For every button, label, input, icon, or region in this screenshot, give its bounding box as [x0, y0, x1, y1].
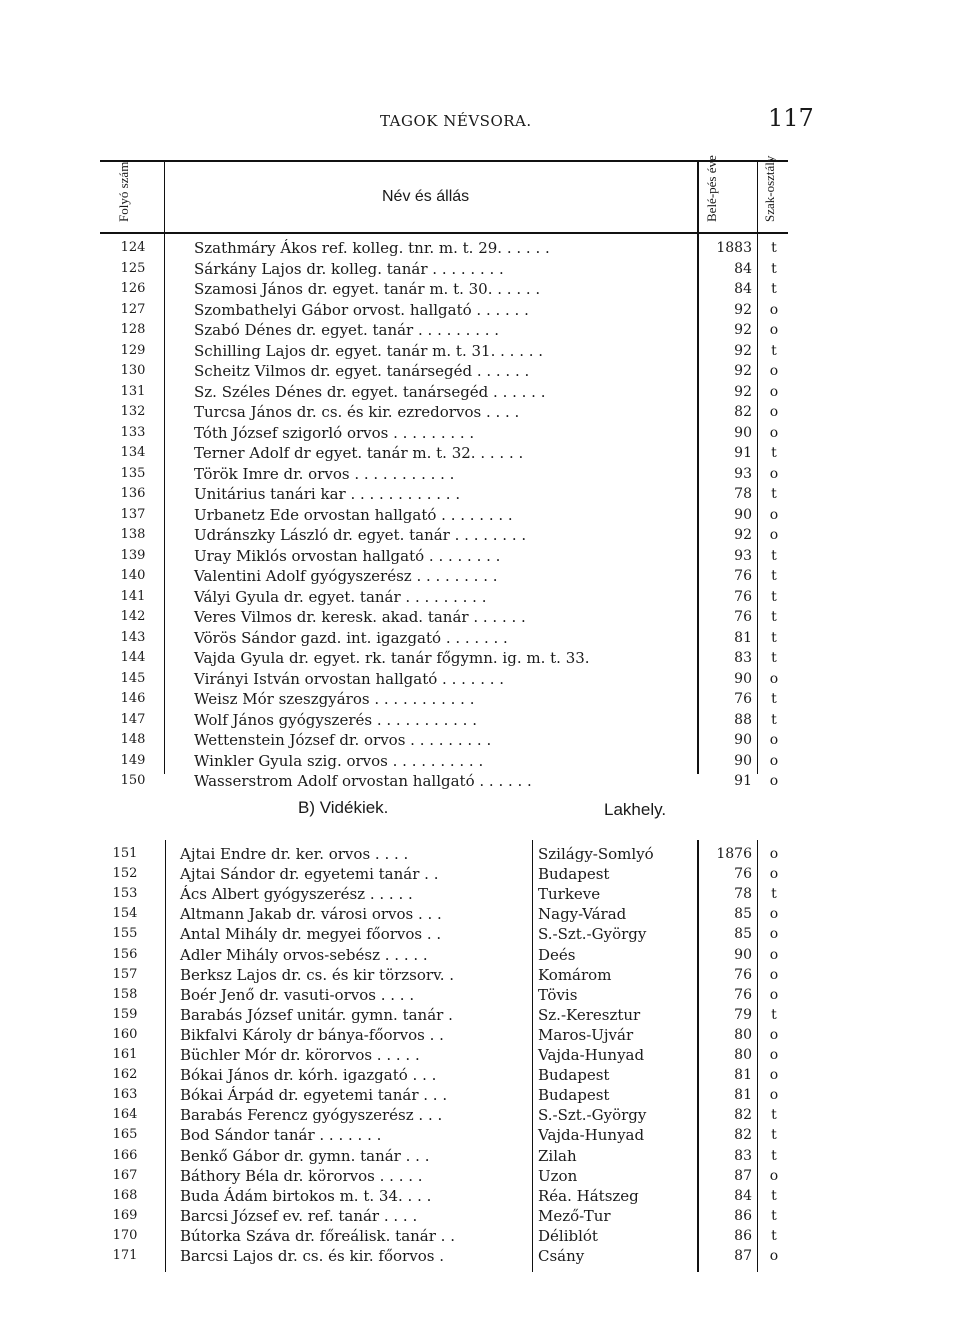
member-name: Schilling Lajos dr. egyet. tanár m. t. 31. . . . . .: [194, 341, 544, 360]
member-number: 131: [120, 383, 146, 399]
member-residence: Vajda-Hunyad: [538, 1126, 645, 1145]
entry-year: 91: [734, 445, 752, 461]
section-code: o: [769, 527, 779, 543]
member-number: 150: [120, 773, 146, 788]
entry-year: 92: [734, 322, 752, 338]
table-row: [0, 864, 960, 885]
section-code: t: [771, 1127, 777, 1144]
section-code: o: [769, 1067, 779, 1084]
entry-year: 83: [734, 1147, 752, 1164]
page-number: 117: [768, 104, 814, 132]
table-row: [0, 1246, 960, 1267]
table-row: [0, 546, 960, 567]
member-name: Szathmáry Ákos ref. kolleg. tnr. m. t. 29. . . . . .: [194, 239, 550, 257]
table-row: [0, 1125, 960, 1146]
table-row: [0, 730, 960, 751]
member-name: Barabás József unitár. gymn. tanár .: [180, 1005, 453, 1024]
table-row: [0, 1005, 960, 1026]
section-code: t: [771, 1227, 777, 1244]
entry-year: 92: [734, 342, 752, 359]
column-header-name: Név és állás: [382, 188, 470, 205]
member-number: 128: [120, 322, 146, 337]
member-number: 142: [120, 609, 146, 624]
member-residence: Mező-Tur: [538, 1206, 611, 1225]
member-name: Wasserstrom Adolf orvostan hallgató . . . . . .: [194, 772, 532, 790]
section-code: t: [771, 445, 777, 461]
table-row: [0, 985, 960, 1006]
member-number: 129: [120, 342, 146, 358]
member-residence: Komárom: [538, 965, 612, 984]
section-code: o: [769, 301, 779, 318]
member-number: 135: [120, 465, 146, 481]
table-row: [0, 566, 960, 587]
section-code: t: [771, 691, 777, 707]
section-code: o: [769, 732, 779, 748]
entry-year: 88: [734, 711, 752, 728]
member-residence: Deés: [538, 945, 576, 964]
entry-year: 92: [734, 363, 752, 379]
table-row: [0, 1206, 960, 1227]
entry-year: 86: [734, 1207, 752, 1224]
section-title: B) Vidékiek.: [298, 798, 389, 817]
table-row: [0, 607, 960, 628]
entry-year: 80: [734, 1047, 752, 1063]
member-number: 155: [112, 926, 138, 942]
member-name: Vörös Sándor gazd. int. igazgató . . . . . . .: [194, 628, 508, 647]
member-name: Benkő Gábor dr. gymn. tanár . . .: [180, 1146, 430, 1165]
entry-year: 80: [734, 1026, 752, 1043]
member-number: 130: [120, 363, 146, 378]
section-code: t: [771, 240, 777, 256]
entry-year: 76: [734, 986, 752, 1003]
section-code: o: [769, 363, 779, 379]
entry-year: 85: [734, 926, 752, 943]
member-number: 160: [112, 1026, 138, 1042]
section-code: o: [769, 1167, 779, 1184]
table-row: [0, 751, 960, 772]
section-code: t: [771, 711, 777, 728]
section-code: t: [771, 588, 777, 605]
table-row: [0, 279, 960, 300]
section-code: o: [769, 1248, 779, 1264]
member-residence: Réa. Hátszeg: [538, 1186, 639, 1205]
table-row: [0, 505, 960, 526]
member-number: 153: [112, 886, 138, 902]
entry-year: 76: [734, 568, 752, 584]
section-code: t: [771, 1107, 777, 1124]
table-row: [0, 904, 960, 925]
table-row: [0, 945, 960, 966]
member-number: 144: [120, 650, 146, 665]
table-top-rule: [100, 160, 788, 162]
entry-year: 90: [734, 752, 752, 769]
member-number: 149: [120, 752, 146, 768]
member-name: Winkler Gyula szig. orvos . . . . . . . . . .: [194, 751, 484, 770]
table-row: [0, 1146, 960, 1167]
table-row: [0, 669, 960, 690]
entry-year: 82: [734, 404, 752, 420]
member-name: Szamosi János dr. egyet. tanár m. t. 30. . . . . .: [194, 280, 541, 298]
section-code: t: [771, 886, 777, 903]
entry-year: 92: [734, 383, 752, 400]
member-name: Vályi Gyula dr. egyet. tanár . . . . . . . . .: [194, 587, 487, 606]
member-number: 134: [120, 445, 146, 460]
column-header-number: Folyó szám: [116, 161, 131, 222]
entry-year: 79: [734, 1006, 752, 1023]
section-code: t: [771, 650, 777, 666]
member-name: Weisz Mór szeszgyáros . . . . . . . . . . .: [194, 690, 475, 708]
member-number: 156: [112, 946, 138, 962]
member-residence: S.-Szt.-György: [538, 925, 647, 944]
member-number: 133: [120, 424, 146, 440]
table-row: [0, 1186, 960, 1207]
member-name: Adler Mihály orvos-sebész . . . . .: [180, 945, 428, 964]
entry-year: 93: [734, 547, 752, 564]
section-code: o: [769, 752, 779, 769]
member-name: Bikfalvi Károly dr bánya-főorvos . .: [180, 1025, 444, 1044]
table-row: [0, 628, 960, 649]
member-name: Wettenstein József dr. orvos . . . . . . . . .: [194, 731, 492, 749]
member-number: 164: [112, 1107, 138, 1123]
entry-year: 76: [734, 609, 752, 625]
table-row: [0, 965, 960, 986]
entry-year: 84: [734, 1187, 752, 1204]
entry-year: 87: [734, 1248, 752, 1264]
member-number: 132: [120, 404, 146, 419]
member-name: Sárkány Lajos dr. kolleg. tanár . . . . . . . .: [194, 259, 504, 278]
entry-year: 92: [734, 301, 752, 318]
section-code: t: [771, 1207, 777, 1224]
member-residence: Budapest: [538, 865, 610, 884]
table-row: [0, 771, 960, 792]
member-name: Tóth József szigorló orvos . . . . . . . . .: [194, 423, 475, 442]
member-number: 163: [112, 1087, 138, 1103]
section-code: o: [769, 966, 779, 983]
member-residence: Turkeve: [538, 885, 601, 904]
section-code: o: [769, 1087, 779, 1104]
section-code: t: [771, 629, 777, 646]
table-row: [0, 710, 960, 731]
member-name: Turcsa János dr. cs. és kir. ezredorvos . . . .: [194, 403, 520, 421]
entry-year: 90: [734, 732, 752, 748]
member-number: 161: [112, 1047, 138, 1062]
member-number: 162: [112, 1067, 138, 1083]
section-code: o: [769, 670, 779, 687]
member-number: 159: [112, 1006, 138, 1022]
entry-year: 93: [734, 465, 752, 482]
member-name: Szombathelyi Gábor orvost. hallgató . . . . . .: [194, 300, 529, 319]
section-code: o: [769, 322, 779, 338]
table-row: [0, 1025, 960, 1046]
member-name: Scheitz Vilmos dr. egyet. tanársegéd . . . . . .: [194, 362, 530, 380]
member-residence: Zilah: [538, 1146, 577, 1165]
entry-year: 81: [734, 1067, 752, 1084]
member-number: 151: [112, 846, 138, 861]
member-residence: Vajda-Hunyad: [538, 1046, 645, 1064]
entry-year: 81: [734, 1087, 752, 1104]
section-code: t: [771, 281, 777, 297]
member-residence: Sz.-Keresztur: [538, 1005, 641, 1024]
table-row: [0, 1065, 960, 1086]
member-name: Berksz Lajos dr. cs. és kir törzsorv. .: [180, 965, 455, 984]
member-residence: S.-Szt.-György: [538, 1106, 647, 1125]
table-row: [0, 525, 960, 546]
entry-year: 92: [734, 527, 752, 543]
member-name: Bod Sándor tanár . . . . . . .: [180, 1126, 382, 1145]
member-number: 171: [112, 1248, 138, 1263]
member-name: Barcsi József ev. ref. tanár . . . .: [180, 1206, 418, 1225]
section-code: o: [769, 773, 779, 789]
section-code: t: [771, 342, 777, 359]
member-number: 127: [120, 301, 146, 317]
member-name: Szabó Dénes dr. egyet. tanár . . . . . . . . .: [194, 321, 500, 339]
entry-year: 86: [734, 1227, 752, 1244]
entry-year: 90: [734, 506, 752, 523]
table-row: [0, 423, 960, 444]
member-number: 143: [120, 629, 146, 645]
section-code: o: [769, 506, 779, 523]
member-number: 139: [120, 547, 146, 563]
member-name: Ajtai Endre dr. ker. orvos . . . .: [180, 845, 409, 863]
table-row: [0, 320, 960, 341]
table-row: [0, 587, 960, 608]
section-code: o: [769, 846, 779, 862]
member-number: 140: [120, 568, 146, 583]
member-number: 168: [112, 1187, 138, 1203]
member-number: 154: [112, 906, 138, 922]
member-name: Urbanetz Ede orvostan hallgató . . . . . . . .: [194, 505, 513, 524]
table-row: [0, 402, 960, 423]
member-name: Antal Mihály dr. megyei főorvos . .: [180, 925, 442, 944]
member-residence: Nagy-Várad: [538, 905, 627, 924]
table-row: [0, 464, 960, 485]
member-name: Ajtai Sándor dr. egyetemi tanár . .: [180, 865, 439, 884]
member-number: 125: [120, 260, 146, 276]
member-number: 138: [120, 527, 146, 542]
entry-year: 1876: [716, 846, 752, 862]
section-code: o: [769, 1026, 779, 1043]
running-header: TAGOK NÉVSORA.: [380, 112, 532, 130]
member-name: Barabás Ferencz gyógyszerész . . .: [180, 1106, 443, 1125]
entry-year: 76: [734, 588, 752, 605]
section-code: o: [769, 383, 779, 400]
member-name: Sz. Széles Dénes dr. egyet. tanársegéd . . . . . .: [194, 382, 546, 401]
section-code: o: [769, 866, 779, 883]
table-row: [0, 238, 960, 259]
entry-year: 76: [734, 866, 752, 883]
member-name: Virányi István orvostan hallgató . . . . . . .: [194, 669, 505, 688]
member-residence: Déliblót: [538, 1226, 598, 1245]
member-number: 157: [112, 966, 138, 982]
member-number: 169: [112, 1207, 138, 1223]
member-name: Vajda Gyula dr. egyet. rk. tanár főgymn. ig. m. t. 33.: [194, 649, 590, 667]
member-residence: Uzon: [538, 1166, 578, 1185]
entry-year: 83: [734, 650, 752, 666]
member-number: 147: [120, 711, 146, 727]
member-name: Báthory Béla dr. körorvos . . . . .: [180, 1166, 423, 1185]
member-residence: Szilágy-Somlyó: [538, 845, 654, 863]
table-row: [0, 1166, 960, 1187]
member-residence: Budapest: [538, 1086, 610, 1105]
entry-year: 85: [734, 906, 752, 923]
table-row: [0, 1226, 960, 1247]
section-code: o: [769, 986, 779, 1003]
member-residence: Csány: [538, 1247, 585, 1265]
entry-year: 91: [734, 773, 752, 789]
member-residence: Maros-Ujvár: [538, 1025, 634, 1044]
member-name: Udránszky László dr. egyet. tanár . . . . . . . .: [194, 526, 527, 544]
entry-year: 84: [734, 281, 752, 297]
member-residence: Tövis: [538, 985, 578, 1004]
member-number: 145: [120, 670, 146, 686]
member-name: Valentini Adolf gyógyszerész . . . . . . . . .: [194, 567, 498, 585]
table-row: [0, 300, 960, 321]
entry-year: 82: [734, 1127, 752, 1144]
table-row: [0, 884, 960, 905]
section-code: t: [771, 260, 777, 277]
member-number: 170: [112, 1227, 138, 1243]
member-name: Török Imre dr. orvos . . . . . . . . . . .: [194, 464, 455, 483]
column-header-year: Belé-pés éve: [704, 155, 719, 222]
section-code: t: [771, 1147, 777, 1164]
section-code: o: [769, 926, 779, 943]
member-number: 148: [120, 732, 146, 747]
table-row: [0, 443, 960, 464]
table-row: [0, 689, 960, 710]
member-residence: Budapest: [538, 1066, 610, 1085]
column-header-section: Szak-osztály: [762, 155, 777, 222]
member-number: 146: [120, 691, 146, 706]
member-name: Bútorka Száva dr. főreálisk. tanár . .: [180, 1226, 455, 1245]
member-number: 165: [112, 1127, 138, 1143]
entry-year: 81: [734, 629, 752, 646]
section-code: t: [771, 1006, 777, 1023]
section-code: t: [771, 547, 777, 564]
section-code: o: [769, 906, 779, 923]
member-name: Buda Ádám birtokos m. t. 34. . . .: [180, 1186, 432, 1205]
table-row: [0, 341, 960, 362]
section-code: o: [769, 424, 779, 441]
member-name: Veres Vilmos dr. keresk. akad. tanár . . . . . .: [194, 608, 526, 626]
entry-year: 84: [734, 260, 752, 277]
member-name: Barcsi Lajos dr. cs. és kir. főorvos .: [180, 1247, 444, 1265]
entry-year: 90: [734, 670, 752, 687]
member-number: 166: [112, 1147, 138, 1163]
section-code: o: [769, 404, 779, 420]
table-row: [0, 648, 960, 669]
member-name: Bókai János dr. kórh. igazgató . . .: [180, 1066, 437, 1085]
member-name: Wolf János gyógyszerés . . . . . . . . . . .: [194, 710, 477, 729]
section-code: o: [769, 465, 779, 482]
section-code: t: [771, 486, 777, 502]
section-code: t: [771, 609, 777, 625]
table-row: [0, 361, 960, 382]
entry-year: 82: [734, 1107, 752, 1124]
entry-year: 76: [734, 966, 752, 983]
table-row: [0, 844, 960, 865]
section-code: o: [769, 946, 779, 963]
entry-year: 78: [734, 886, 752, 903]
member-number: 167: [112, 1167, 138, 1183]
table-row: [0, 382, 960, 403]
table-row: [0, 259, 960, 280]
entry-year: 87: [734, 1167, 752, 1184]
table-row: [0, 484, 960, 505]
table-row: [0, 1085, 960, 1106]
member-name: Unitárius tanári kar . . . . . . . . . . . .: [194, 485, 461, 503]
table-row: [0, 924, 960, 945]
table-row: [0, 1105, 960, 1126]
entry-year: 90: [734, 946, 752, 963]
table-row: [0, 1045, 960, 1066]
member-number: 124: [120, 240, 146, 255]
member-name: Boér Jenő dr. vasuti-orvos . . . .: [180, 985, 415, 1004]
section-code: t: [771, 568, 777, 584]
member-name: Bókai Árpád dr. egyetemi tanár . . .: [180, 1086, 448, 1105]
table-header-rule: [100, 232, 788, 234]
member-number: 126: [120, 281, 146, 296]
member-name: Terner Adolf dr egyet. tanár m. t. 32. . . . . .: [194, 444, 524, 462]
member-name: Uray Miklós orvostan hallgató . . . . . . . .: [194, 546, 501, 565]
section-code: t: [771, 1187, 777, 1204]
member-name: Ács Albert gyógyszerész . . . . .: [180, 885, 413, 904]
member-name: Büchler Mór dr. körorvos . . . . .: [180, 1046, 420, 1064]
section-code: o: [769, 1047, 779, 1063]
place-column-header: Lakhely.: [604, 800, 667, 819]
entry-year: 1883: [716, 240, 752, 256]
entry-year: 90: [734, 424, 752, 441]
member-name: Altmann Jakab dr. városi orvos . . .: [180, 905, 442, 924]
entry-year: 76: [734, 691, 752, 707]
entry-year: 78: [734, 486, 752, 502]
member-number: 136: [120, 486, 146, 501]
member-number: 141: [120, 588, 146, 604]
member-number: 158: [112, 986, 138, 1002]
member-number: 137: [120, 506, 146, 522]
member-number: 152: [112, 866, 138, 882]
